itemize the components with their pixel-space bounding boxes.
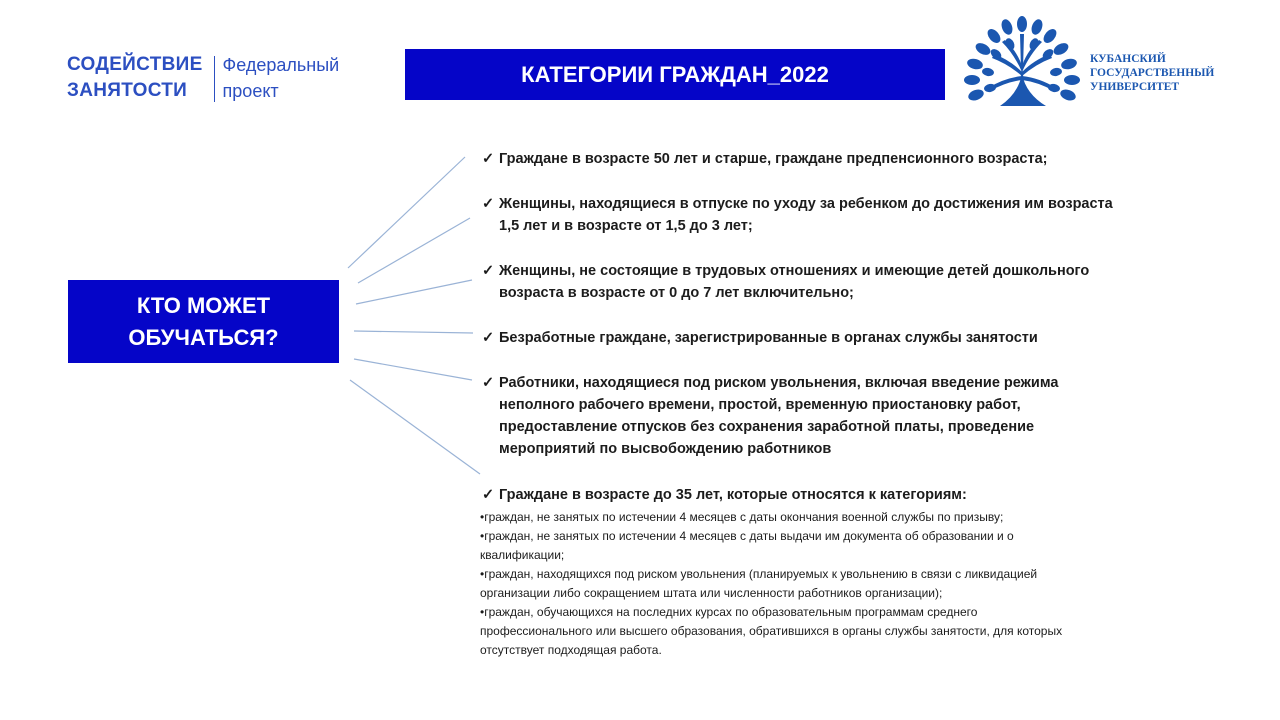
university-line2: ГОСУДАРСТВЕННЫЙ	[1090, 67, 1215, 79]
check-icon: ✓	[482, 487, 495, 503]
sub-item: •граждан, находящихся под риском увольнения (планируемых к увольнению в связи с ликвидацией	[480, 567, 1038, 581]
university-line3: УНИВЕРСИТЕТ	[1090, 81, 1180, 93]
page-title: КАТЕГОРИИ ГРАЖДАН_2022	[521, 61, 829, 87]
item-text: Граждане в возрасте до 35 лет, которые относятся к категориям:	[499, 487, 967, 503]
sub-item: организации либо сокращением штата или численности работников организации);	[480, 586, 943, 600]
list-item	[482, 260, 1089, 304]
logo-main-text	[67, 52, 203, 104]
sub-item: профессионального или высшего образования, обратившихся в органы службы занятости, для которых	[480, 624, 1063, 638]
item-text: Женщины, не состоящие в трудовых отношениях и имеющие детей дошкольного	[499, 263, 1090, 279]
check-icon: ✓	[482, 263, 495, 279]
sub-item: •граждан, не занятых по истечении 4 месяцев с даты выдачи им документа об образовании и о	[480, 529, 1014, 543]
check-icon: ✓	[482, 330, 495, 346]
item-text: 1,5 лет и в возрасте от 1,5 до 3 лет;	[499, 218, 753, 234]
university-name	[1090, 52, 1214, 94]
connector-line	[350, 380, 480, 474]
item-text: возраста в возрасте от 0 до 7 лет включительно;	[499, 285, 854, 301]
university-line1: КУБАНСКИЙ	[1090, 53, 1166, 65]
connector-line	[354, 359, 472, 380]
item-text: предоставление отпусков без сохранения заработной платы, проведение	[499, 419, 1035, 435]
sub-item: •граждан, обучающихся на последних курсах по образовательным программам среднего	[480, 605, 978, 619]
connector-line	[354, 331, 473, 333]
item-text: Работники, находящиеся под риском увольнения, включая введение режима	[499, 375, 1059, 391]
logo-sub-line1: Федеральный	[222, 55, 340, 75]
kubsu-logo	[960, 14, 1220, 110]
page-title-banner	[405, 49, 945, 100]
logo-main-line2: ЗАНЯТОСТИ	[67, 80, 188, 101]
item-text: Женщины, находящиеся в отпуске по уходу за ребенком до достижения им возраста	[499, 196, 1113, 212]
item-text: Граждане в возрасте 50 лет и старше, граждане предпенсионного возраста;	[499, 151, 1048, 167]
sub-item: отсутствует подходящая работа.	[480, 643, 662, 657]
list-item	[482, 193, 1113, 237]
list-item	[482, 484, 967, 506]
sub-item: квалификации;	[480, 548, 565, 562]
list-item	[482, 148, 1047, 170]
logo-divider	[214, 56, 215, 102]
logo-main-line1: СОДЕЙСТВИЕ	[67, 54, 203, 75]
sub-item: •граждан, не занятых по истечении 4 месяцев с даты окончания военной службы по призыву;	[480, 510, 1004, 524]
check-icon: ✓	[482, 196, 495, 212]
connector-line	[358, 218, 470, 283]
check-icon: ✓	[482, 375, 495, 391]
list-item	[482, 372, 1058, 460]
list-item	[482, 327, 1038, 349]
sodeistvie-zanyatosti-logo	[67, 52, 339, 104]
tree-logo-icon	[960, 14, 1085, 110]
connector-line	[356, 280, 472, 304]
item-text: Безработные граждане, зарегистрированные в органах службы занятости	[499, 330, 1038, 346]
check-icon: ✓	[482, 151, 495, 167]
item-text: неполного рабочего времени, простой, временную приостановку работ,	[499, 397, 1021, 413]
logo-sub-line2: проект	[222, 81, 279, 101]
question-line1: КТО МОЖЕТ	[136, 292, 271, 318]
logo-sub-text	[223, 52, 340, 104]
connector-line	[348, 157, 465, 268]
question-box	[68, 280, 339, 363]
sub-list	[480, 508, 1200, 660]
item-text: мероприятий по высвобождению работников	[499, 441, 832, 457]
question-line2: ОБУЧАТЬСЯ?	[128, 324, 279, 350]
